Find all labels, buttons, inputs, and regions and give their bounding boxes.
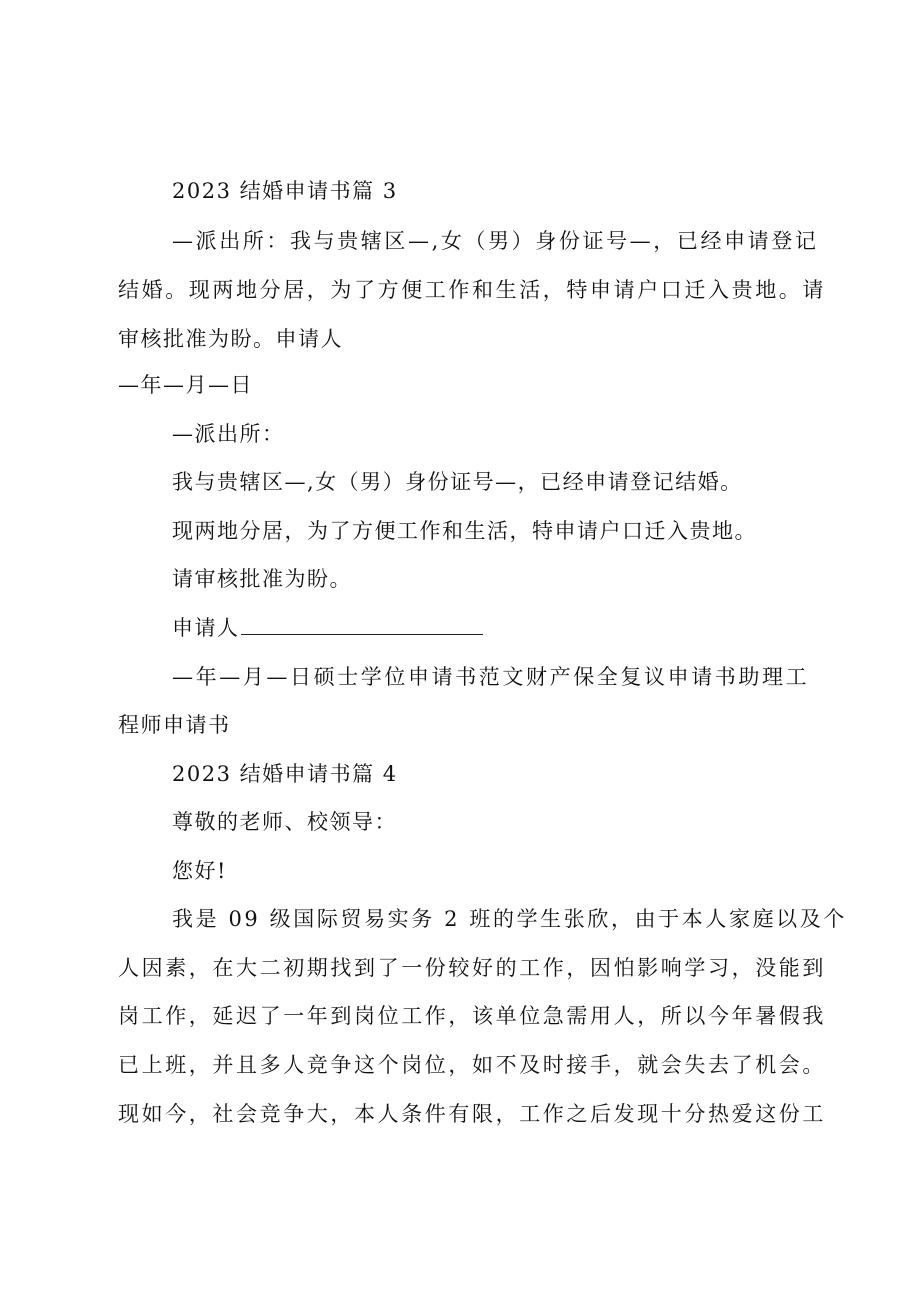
section3-paragraph-c: 请审核批准为盼。: [172, 567, 352, 591]
section4-body-line4: 已上班，并且多人竞争这个岗位，如不及时接手，就会失去了机会。: [118, 1053, 826, 1077]
applicant-label: 申请人: [172, 616, 240, 640]
section3-heading: 2023 结婚申请书篇 3: [172, 179, 398, 203]
section3-salutation: —派出所：: [172, 422, 285, 446]
section3-date2-line2: 程师申请书: [118, 713, 231, 737]
signature-blank: [241, 616, 483, 635]
section3-para1-line1: —派出所：我与贵辖区—,女（男）身份证号—，已经申请登记: [172, 229, 819, 253]
section4-greeting: 尊敬的老师、校领导：: [172, 810, 397, 834]
section3-date1: —年—月—日: [118, 373, 253, 397]
section4-body-line5: 现如今，社会竞争大，本人条件有限，工作之后发现十分热爱这份工: [118, 1102, 826, 1126]
section4-body-line1: 我是 09 级国际贸易实务 2 班的学生张欣，由于本人家庭以及个: [172, 907, 847, 931]
section4-heading: 2023 结婚申请书篇 4: [172, 762, 398, 786]
section3-paragraph-a: 我与贵辖区—,女（男）身份证号—，已经申请登记结婚。: [172, 470, 743, 494]
section3-applicant-line: [172, 613, 483, 643]
section3-date2-line1: —年—月—日硕士学位申请书范文财产保全复议申请书助理工: [172, 665, 810, 689]
section3-para1-line3: 审核批准为盼。申请人: [118, 327, 343, 351]
section4-body-line3: 岗工作，延迟了一年到岗位工作，该单位急需用人，所以今年暑假我: [118, 1004, 826, 1028]
section4-hello: 您好!: [172, 859, 227, 883]
section3-para1-line2: 结婚。现两地分居，为了方便工作和生活，特申请户口迁入贵地。请: [118, 278, 826, 302]
section4-body-line2: 人因素，在大二初期找到了一份较好的工作，因怕影响学习，没能到: [118, 956, 826, 980]
section3-paragraph-b: 现两地分居，为了方便工作和生活，特申请户口迁入贵地。: [172, 519, 757, 543]
